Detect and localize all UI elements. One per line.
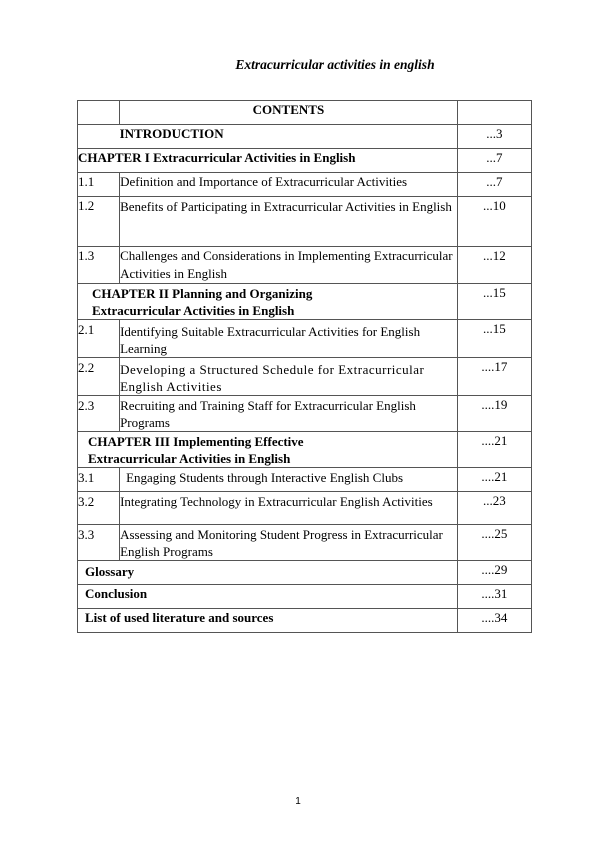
toc-page: ....19 bbox=[457, 396, 531, 432]
toc-number: 1.1 bbox=[78, 173, 120, 197]
toc-page: ...10 bbox=[457, 197, 531, 247]
header-empty-page-cell bbox=[457, 101, 531, 125]
toc-title: Recruiting and Training Staff for Extracurricular English Programs bbox=[120, 396, 458, 432]
toc-row-glossary bbox=[78, 561, 532, 585]
toc-page: ...7 bbox=[457, 149, 531, 173]
toc-page: ...7 bbox=[457, 173, 531, 197]
toc-page: ...3 bbox=[457, 125, 531, 149]
toc-chapter-title: CHAPTER III Implementing Effective Extracurricular Activities in English bbox=[78, 432, 458, 468]
toc-row-1-1 bbox=[78, 173, 532, 197]
toc-page: ....31 bbox=[457, 585, 531, 609]
toc-row-literature bbox=[78, 609, 532, 633]
toc-title: Challenges and Considerations in Implementing Extracurricular Activities in English bbox=[120, 247, 458, 284]
toc-row-chapter-2 bbox=[78, 284, 532, 320]
toc-number: 2.1 bbox=[78, 320, 120, 358]
toc-title: Definition and Importance of Extracurricular Activities bbox=[120, 173, 458, 197]
document-title: Extracurricular activities in english bbox=[235, 57, 435, 72]
toc-title: Assessing and Monitoring Student Progress in Extracurricular English Programs bbox=[120, 525, 458, 561]
toc-number: 1.3 bbox=[78, 247, 120, 284]
toc-page: ...15 bbox=[457, 320, 531, 358]
toc-number: 3.1 bbox=[78, 468, 120, 492]
toc-title: Conclusion bbox=[78, 585, 458, 609]
toc-page: ....34 bbox=[457, 609, 531, 633]
toc-page: ...12 bbox=[457, 247, 531, 284]
toc-title: Identifying Suitable Extracurricular Activities for English Learning bbox=[120, 320, 458, 358]
toc-row-2-1 bbox=[78, 320, 532, 358]
toc-row-conclusion bbox=[78, 585, 532, 609]
page-number: 1 bbox=[295, 796, 301, 807]
toc-page: ....25 bbox=[457, 525, 531, 561]
toc-row-2-2 bbox=[78, 358, 532, 396]
contents-header-row bbox=[78, 101, 532, 125]
header-empty-cell bbox=[78, 101, 120, 125]
toc-row-1-2 bbox=[78, 197, 532, 247]
contents-table bbox=[77, 100, 532, 633]
toc-title: List of used literature and sources bbox=[78, 609, 458, 633]
contents-heading: CONTENTS bbox=[120, 101, 458, 125]
toc-chapter-title: CHAPTER II Planning and Organizing Extracurricular Activities in English bbox=[78, 284, 458, 320]
toc-number: 2.3 bbox=[78, 396, 120, 432]
toc-row-3-2 bbox=[78, 492, 532, 525]
toc-title: Glossary bbox=[78, 561, 458, 585]
toc-page: ....29 bbox=[457, 561, 531, 585]
toc-row-introduction bbox=[78, 125, 532, 149]
toc-chapter-title: CHAPTER I Extracurricular Activities in English bbox=[78, 149, 458, 173]
toc-page: ....17 bbox=[457, 358, 531, 396]
toc-title: Integrating Technology in Extracurricular English Activities bbox=[120, 492, 458, 525]
toc-title: Engaging Students through Interactive English Clubs bbox=[120, 468, 458, 492]
toc-number: 2.2 bbox=[78, 358, 120, 396]
toc-page: ...15 bbox=[457, 284, 531, 320]
toc-title: INTRODUCTION bbox=[120, 125, 458, 149]
toc-number: 1.2 bbox=[78, 197, 120, 247]
toc-page: ....21 bbox=[457, 432, 531, 468]
toc-row-2-3 bbox=[78, 396, 532, 432]
toc-row-chapter-1 bbox=[78, 149, 532, 173]
toc-page: ....21 bbox=[457, 468, 531, 492]
toc-row-3-1 bbox=[78, 468, 532, 492]
toc-number: 3.2 bbox=[78, 492, 120, 525]
toc-row-chapter-3 bbox=[78, 432, 532, 468]
toc-row-1-3 bbox=[78, 247, 532, 284]
toc-title: Benefits of Participating in Extracurricular Activities in English bbox=[120, 197, 458, 247]
toc-title: Developing a Structured Schedule for Extracurricular English Activities bbox=[120, 358, 458, 396]
toc-page: ...23 bbox=[457, 492, 531, 525]
toc-row-3-3 bbox=[78, 525, 532, 561]
toc-number: 3.3 bbox=[78, 525, 120, 561]
